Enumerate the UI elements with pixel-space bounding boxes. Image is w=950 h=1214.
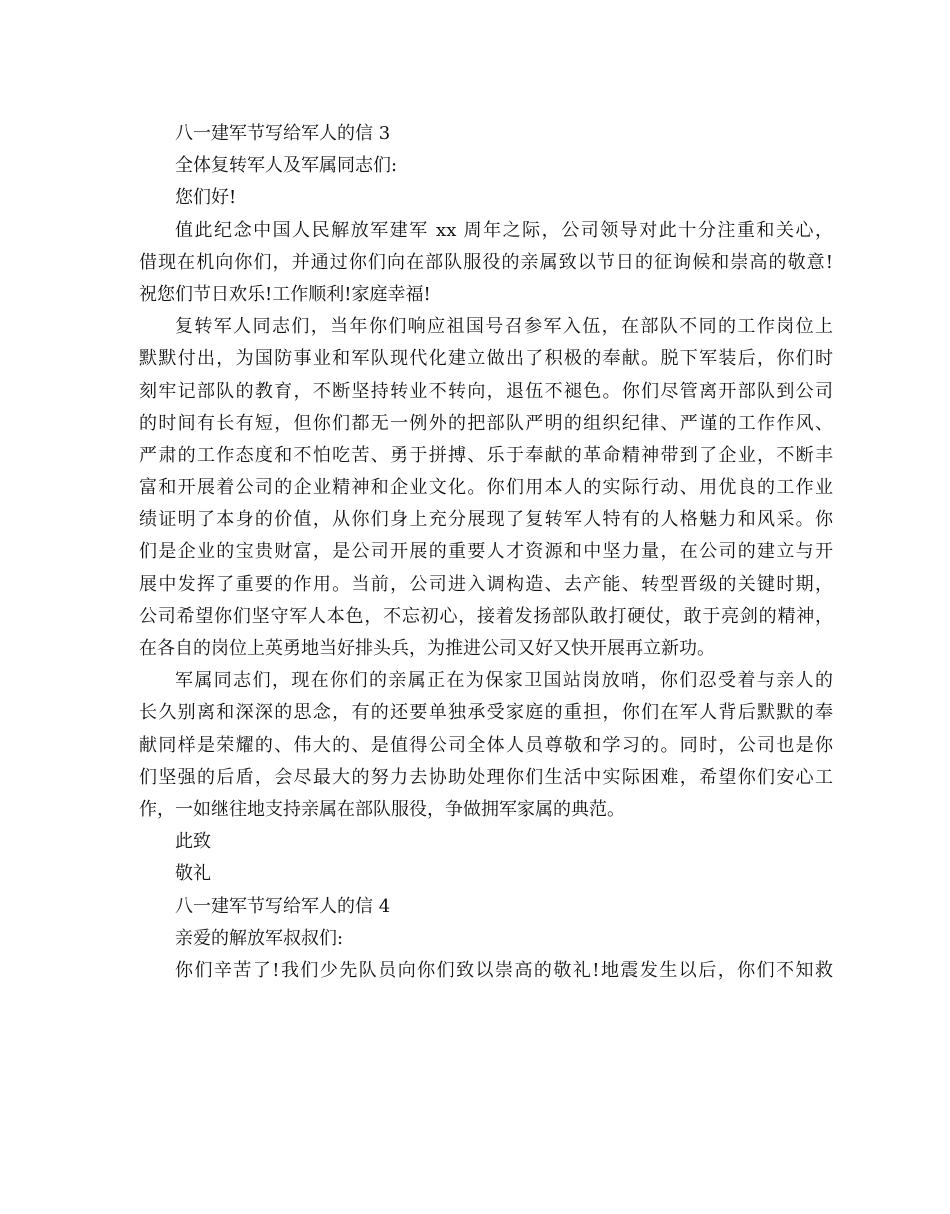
paragraph-line: 作，一如继往地支持亲属在部队服役，争做拥军家属的典范。 <box>139 798 625 820</box>
paragraph-line: 们坚强的后盾，会尽最大的努力去协助处理你们生活中实际困难，希望你们安心工 <box>139 766 833 788</box>
paragraph-line: 的时间有长有短，但你们都无一例外的把部队严明的组织纪律、严谨的工作作风、 <box>139 412 833 434</box>
paragraph-line: 长久别离和深深的思念，有的还要单独承受家庭的重担，你们在军人背后默默的奉 <box>139 702 833 724</box>
salutation: 亲爱的解放军叔叔们: <box>175 927 344 949</box>
letter-title-3: 八一建军节写给军人的信 3 <box>175 123 391 144</box>
paragraph-line: 你们辛苦了!我们少先队员向你们致以崇高的敬礼!地震发生以后，你们不知救 <box>175 959 833 981</box>
greeting: 您们好! <box>175 187 237 209</box>
closing-ci-zhi: 此致 <box>175 831 211 853</box>
paragraph-line: 默默付出，为国防事业和军队现代化建立做出了积极的奉献。脱下军装后，你们时 <box>139 348 833 370</box>
paragraph-line: 们是企业的宝贵财富，是公司开展的重要人才资源和中坚力量，在公司的建立与开 <box>139 541 833 563</box>
paragraph-line: 绩证明了本身的价值，从你们身上充分展现了复转军人特有的人格魅力和风采。你 <box>139 509 833 531</box>
paragraph-line: 复转军人同志们，当年你们响应祖国号召参军入伍，在部队不同的工作岗位上 <box>175 316 833 338</box>
paragraph-line: 严肃的工作态度和不怕吃苦、勇于拼搏、乐于奉献的革命精神带到了企业，不断丰 <box>139 444 833 466</box>
paragraph-line: 祝您们节日欢乐!工作顺利!家庭幸福! <box>139 283 431 305</box>
closing-jing-li: 敬礼 <box>175 863 211 885</box>
paragraph-line: 富和开展着公司的企业精神和企业文化。你们用本人的实际行动、用优良的工作业 <box>139 477 833 499</box>
paragraph-line: 军属同志们，现在你们的亲属正在为保家卫国站岗放哨，你们忍受着与亲人的 <box>175 670 833 692</box>
paragraph-line: 值此纪念中国人民解放军建军 xx 周年之际，公司领导对此十分注重和关心， <box>175 219 833 241</box>
paragraph-line: 献同样是荣耀的、伟大的、是值得公司全体人员尊敬和学习的。同时，公司也是你 <box>139 734 833 756</box>
paragraph-line: 刻牢记部队的教育，不断坚持转业不转向，退伍不褪色。你们尽管离开部队到公司 <box>139 380 833 402</box>
paragraph-line: 展中发挥了重要的作用。当前，公司进入调构造、去产能、转型晋级的关键时期， <box>139 573 833 595</box>
letter-body <box>139 118 833 987</box>
letter-title-4: 八一建军节写给军人的信 4 <box>175 895 391 917</box>
paragraph-line: 在各自的岗位上英勇地当好排头兵，为推进公司又好又快开展再立新功。 <box>139 638 715 659</box>
paragraph-line: 公司希望你们坚守军人本色，不忘初心，接着发扬部队敢打硬仗，敢于亮剑的精神， <box>139 605 833 627</box>
salutation: 全体复转军人及军属同志们: <box>175 155 398 177</box>
paragraph-line: 借现在机向你们，并通过你们向在部队服役的亲属致以节日的征询候和崇高的敬意! <box>139 251 833 273</box>
